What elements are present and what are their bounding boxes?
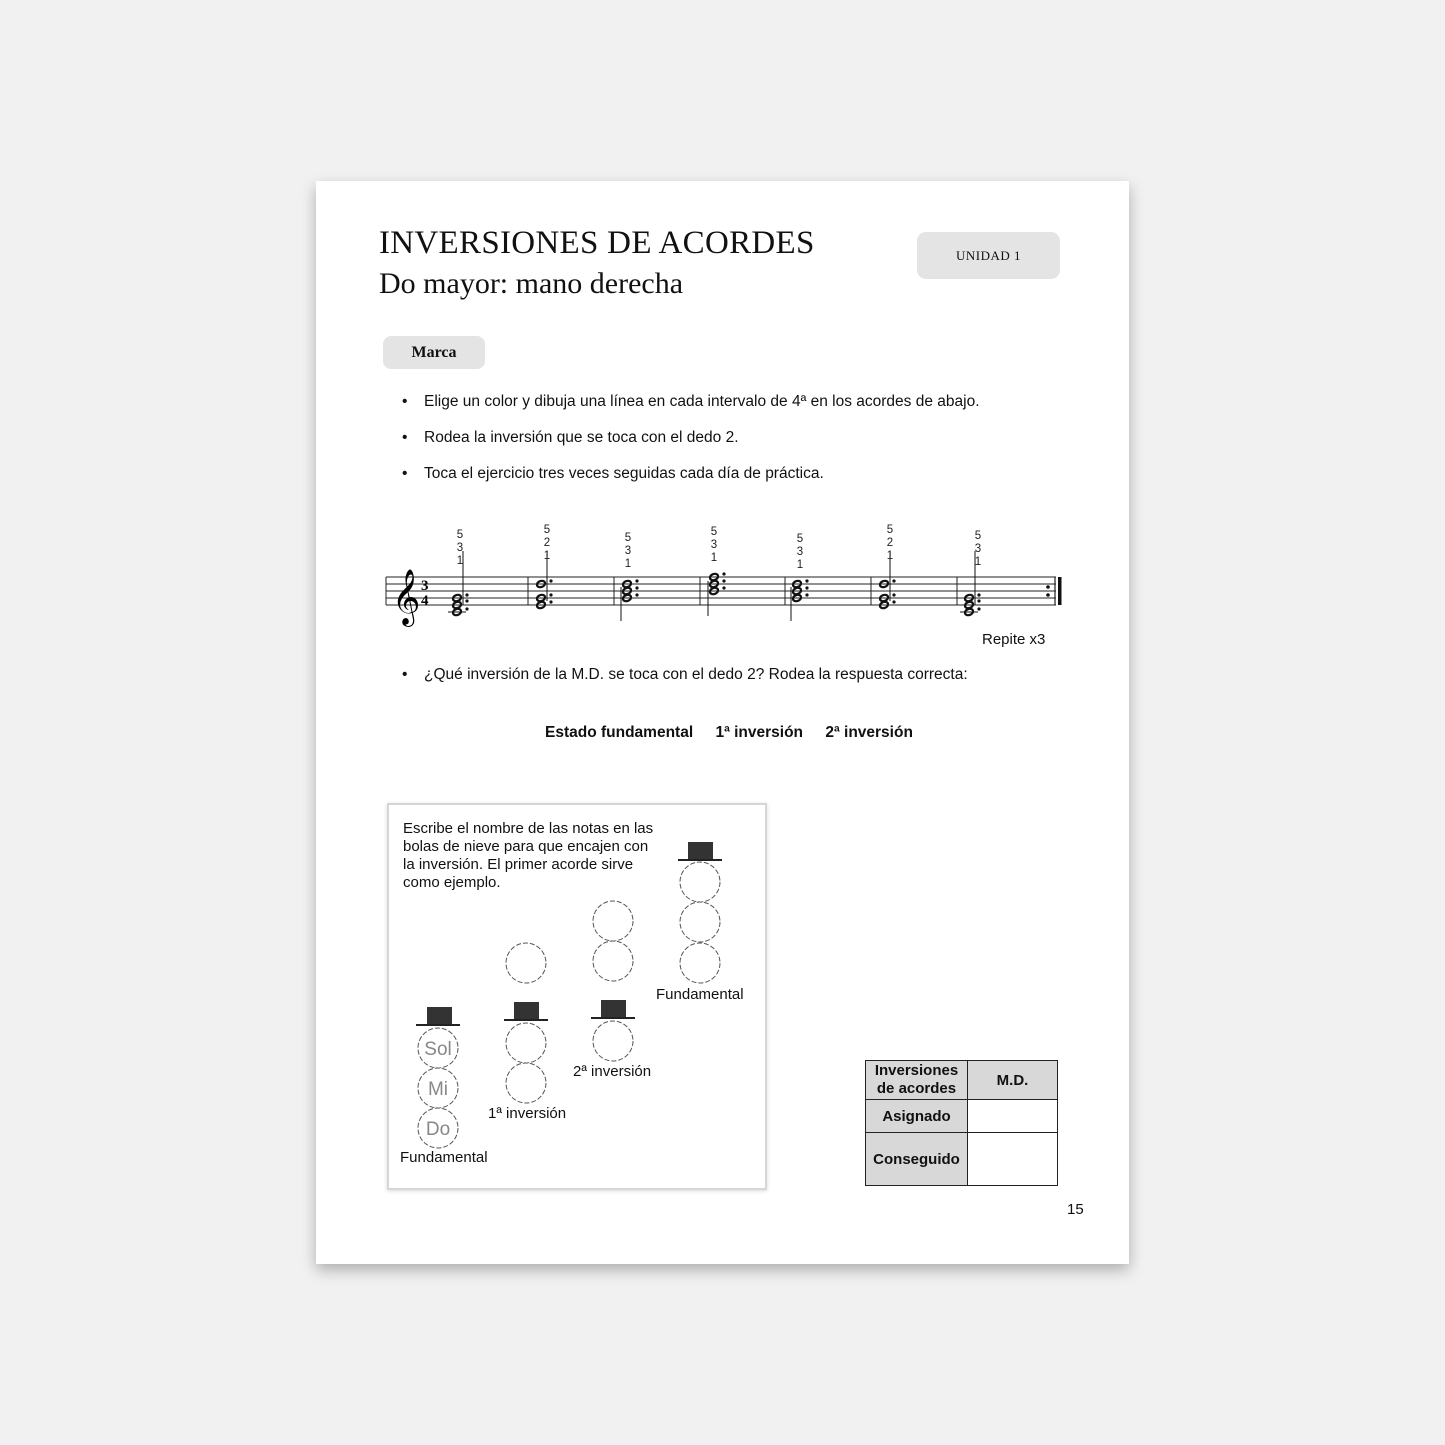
page-subtitle: Do mayor: mano derecha <box>379 267 684 300</box>
snowman-second-inversion <box>591 901 635 1061</box>
score-row-label: Conseguido <box>866 1133 968 1186</box>
instruction-item: • Elige un color y dibuja una línea en cada intervalo de 4ª en los acordes de abajo. <box>402 384 980 420</box>
snowman-fundamental-blank <box>678 842 722 983</box>
instruction-item: • Rodea la inversión que se toca con el dedo 2. <box>402 420 980 456</box>
fingering: 2 <box>543 537 551 549</box>
fingering: 3 <box>710 539 718 551</box>
music-staff <box>384 521 1064 631</box>
instruction-list <box>402 384 980 492</box>
score-achieved-cell[interactable] <box>968 1133 1058 1186</box>
snowball-note: Do <box>425 1119 451 1140</box>
fingering: 5 <box>886 524 894 536</box>
question-text: • ¿Qué inversión de la M.D. se toca con el dedo 2? Rodea la respuesta correcta: <box>402 666 968 684</box>
fingering: 5 <box>796 533 804 545</box>
fingering: 5 <box>543 524 551 536</box>
fingering: 5 <box>456 529 464 541</box>
answer-option-fundamental[interactable]: Estado fundamental <box>545 724 694 741</box>
snowmen-instructions: Escribe el nombre de las notas en las bolas de nieve para que encajen con la inversión. El primer acorde sirve como ejemplo. <box>403 820 654 891</box>
time-sig-bottom: 4 <box>421 593 429 609</box>
fingering: 3 <box>456 542 464 554</box>
snowman-label: 2ª inversión <box>573 1063 652 1080</box>
page-title: INVERSIONES DE ACORDES <box>379 225 815 261</box>
page-number: 15 <box>1067 1201 1084 1218</box>
fingering: 1 <box>974 556 982 568</box>
snowball-note: Mi <box>427 1079 449 1100</box>
snowman-example <box>416 1007 460 1148</box>
score-header-title: Inversiones de acordes <box>866 1061 968 1100</box>
snowman-first-inversion <box>504 943 548 1103</box>
workbook-page <box>316 181 1129 1264</box>
fingering: 2 <box>886 537 894 549</box>
snowball-note: Sol <box>424 1039 452 1060</box>
score-assigned-cell[interactable] <box>968 1100 1058 1133</box>
snowman-label: 1ª inversión <box>488 1105 567 1122</box>
fingering: 1 <box>456 555 464 567</box>
repeat-note: Repite x3 <box>982 631 1046 648</box>
snowmen-exercise <box>387 803 767 1190</box>
unit-badge: UNIDAD 1 <box>917 232 1060 279</box>
score-table <box>865 1060 1058 1186</box>
answer-option-first-inversion[interactable]: 1ª inversión <box>715 724 804 741</box>
instruction-item: • Toca el ejercicio tres veces seguidas cada día de práctica. <box>402 456 980 492</box>
fingering: 3 <box>624 545 632 557</box>
fingering: 5 <box>710 526 718 538</box>
fingering: 1 <box>710 552 718 564</box>
snowman-label: Fundamental <box>656 986 744 1003</box>
treble-clef-icon: 𝄞 <box>392 569 421 625</box>
fingering: 1 <box>543 550 551 562</box>
fingering: 1 <box>886 550 894 562</box>
fingering: 3 <box>796 546 804 558</box>
fingering: 1 <box>624 558 632 570</box>
answer-options <box>545 724 931 742</box>
marca-label: Marca <box>383 336 485 369</box>
answer-option-second-inversion[interactable]: 2ª inversión <box>825 724 913 741</box>
fingering: 5 <box>624 532 632 544</box>
score-row-label: Asignado <box>866 1100 968 1133</box>
score-header-md: M.D. <box>968 1061 1058 1100</box>
time-sig-top: 3 <box>421 578 429 594</box>
fingering: 3 <box>974 543 982 555</box>
snowman-label: Fundamental <box>400 1149 488 1166</box>
fingering: 5 <box>974 530 982 542</box>
fingering: 1 <box>796 559 804 571</box>
